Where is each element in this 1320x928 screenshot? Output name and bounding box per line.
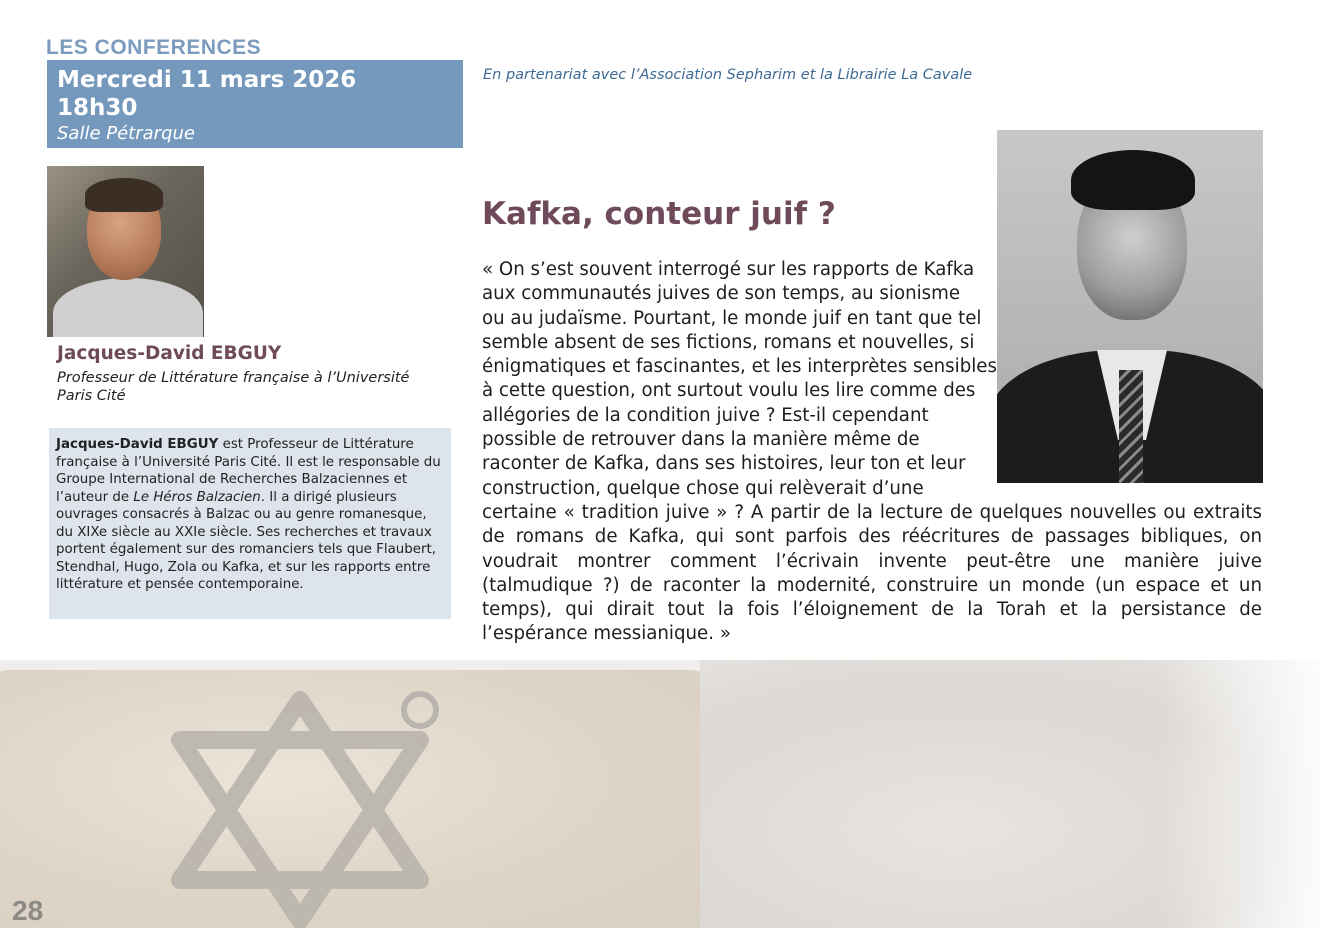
event-room: Salle Pétrarque: [57, 123, 195, 144]
bio-text-part-1: est Professeur de Littérature française à l’Université Paris Cité. Il est le responsable du Groupe International de Recherches Balzaciennes et l’auteur de: [56, 437, 441, 505]
lecture-title: Kafka, conteur juif ?: [482, 196, 836, 232]
speaker-name: Jacques-David EBGUY: [57, 343, 282, 364]
description-line: semble absent de ses fictions, romans et nouvelles, si: [482, 331, 975, 353]
description-line: aux communautés juives de son temps, au sionisme: [482, 283, 961, 305]
description-line: à cette question, ont surtout voulu les lire comme des: [482, 380, 976, 402]
bio-speaker-name: Jacques-David EBGUY: [56, 437, 219, 452]
partnership-note: En partenariat avec l’Association Sepharim et la Librairie La Cavale: [483, 67, 973, 83]
kafka-portrait: [997, 130, 1263, 483]
description-paragraph-end: certaine « tradition juive » ? A partir de la lecture de quelques nouvelles ou extraits de romans de Kafka, qui sont parfois des réécritures de passages bibliques, on voudrait montrer comment l’écrivain invente peut-être une manière juive (talmudique ?) de raconter la modernité, construire un monde (un espace et un temps), qui dirait tout la fois l’éloignement de la Torah et la persistance de l’espérance messianique. »: [482, 501, 1262, 645]
decorative-background: [0, 660, 1320, 928]
description-line: possible de retrouver dans la manière même de: [482, 429, 920, 451]
speaker-role: Professeur de Littérature française à l’Université Paris Cité: [57, 370, 410, 404]
event-date: Mercredi 11 mars 2026: [57, 67, 357, 93]
description-line: raconter de Kafka, dans ses histoires, leur ton et leur: [482, 453, 966, 475]
description-line: ou au judaïsme. Pourtant, le monde juif en tant que tel: [482, 307, 982, 329]
speaker-photo: [47, 166, 204, 337]
description-line: allégories de la condition juive ? Est-il cependant: [482, 404, 929, 426]
section-label: LES CONFERENCES: [46, 36, 262, 59]
page-number: 28: [12, 895, 44, 926]
bio-book-title: Le Héros Balzacien: [133, 489, 261, 505]
bio-text-part-2: . Il a dirigé plusieurs ouvrages consacrés à Balzac ou au genre romanesque, du XIXe siècle au XXIe siècle. Ses recherches et travaux portent également sur des romanciers tels que Flaubert, Stendhal, Hugo, Zola ou Kafka, et sur les rapports entre littérature et pensée contemporaine.: [56, 489, 437, 592]
description-line: construction, quelque chose qui relèverait d’une: [482, 477, 924, 499]
event-time: 18h30: [57, 95, 138, 121]
star-of-david-icon: [120, 680, 480, 928]
description-line: énigmatiques et fascinantes, et les interprètes sensibles: [482, 356, 997, 378]
description-line: « On s’est souvent interrogé sur les rapports de Kafka: [482, 259, 975, 280]
event-date-box: [47, 60, 463, 148]
speaker-bio: [49, 428, 451, 619]
